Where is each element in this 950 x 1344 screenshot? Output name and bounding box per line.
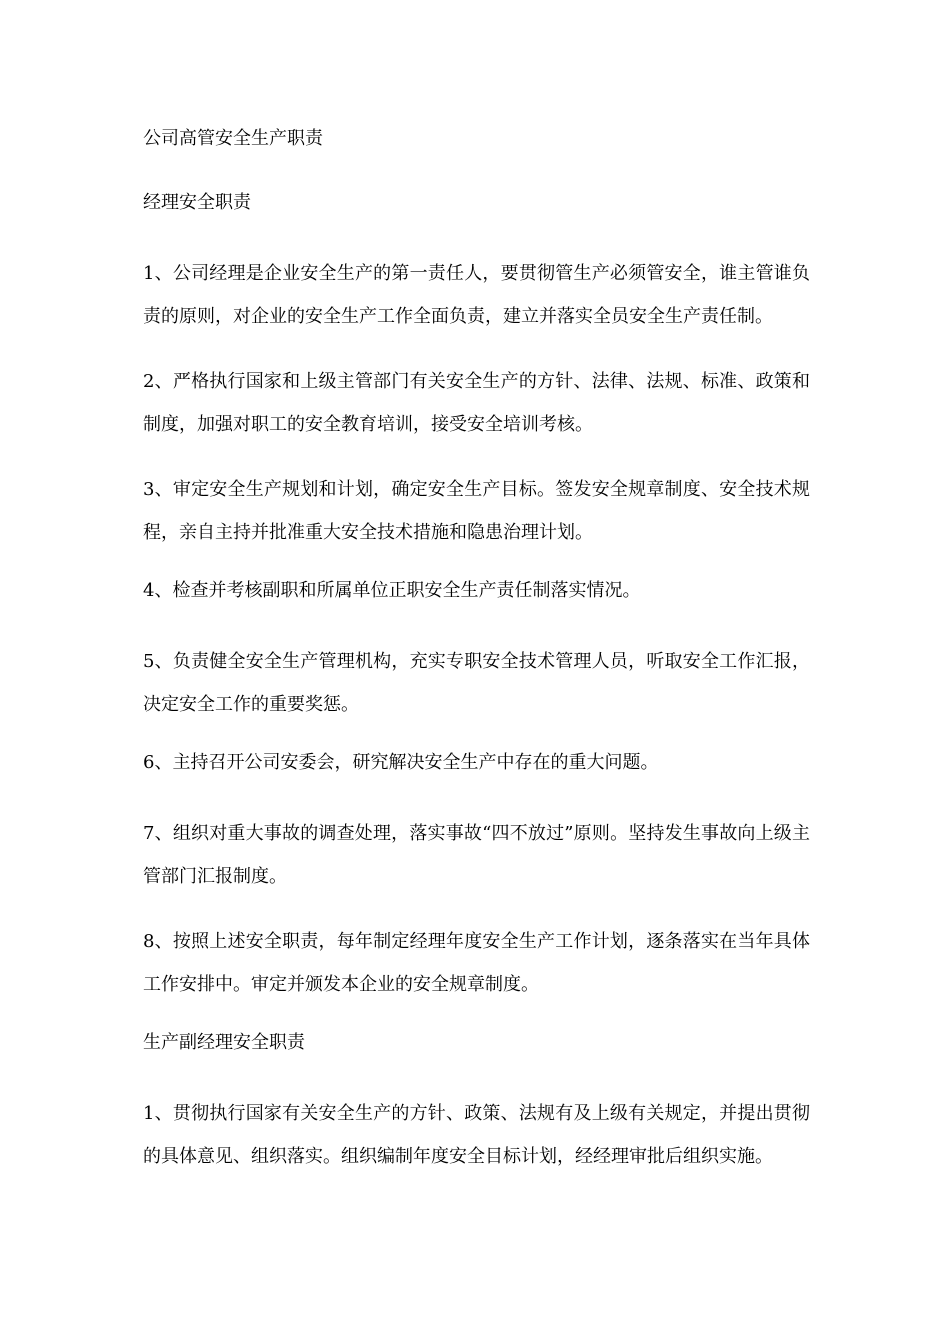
manager-duty-5: 5、负责健全安全生产管理机构，充实专职安全技术管理人员，听取安全工作汇报，决定安全工作的重要奖惩。 xyxy=(143,651,810,715)
manager-duty-1: 1、公司经理是企业安全生产的第一责任人，要贯彻管生产必须管安全，谁主管谁负责的原则，对企业的安全生产工作全面负责，建立并落实全员安全生产责任制。 xyxy=(143,263,810,327)
manager-duty-8: 8、按照上述安全职责，每年制定经理年度安全生产工作计划，逐条落实在当年具体工作安排中。审定并颁发本企业的安全规章制度。 xyxy=(143,931,810,995)
manager-duty-6: 6、主持召开公司安委会，研究解决安全生产中存在的重大问题。 xyxy=(143,752,659,773)
manager-duty-3: 3、审定安全生产规划和计划，确定安全生产目标。签发安全规章制度、安全技术规程，亲自主持并批准重大安全技术措施和隐患治理计划。 xyxy=(143,479,810,543)
document-title: 公司高管安全生产职责 xyxy=(143,128,323,149)
manager-duty-7: 7、组织对重大事故的调查处理，落实事故“四不放过”原则。坚持发生事故向上级主管部门汇报制度。 xyxy=(143,823,810,887)
manager-duty-4: 4、检查并考核副职和所属单位正职安全生产责任制落实情况。 xyxy=(143,580,641,601)
manager-duty-2: 2、严格执行国家和上级主管部门有关安全生产的方针、法律、法规、标准、政策和制度，加强对职工的安全教育培训，接受安全培训考核。 xyxy=(143,371,810,435)
deputy-duty-1: 1、贯彻执行国家有关安全生产的方针、政策、法规有及上级有关规定，并提出贯彻的具体意见、组织落实。组织编制年度安全目标计划，经经理审批后组织实施。 xyxy=(143,1103,810,1167)
section-heading-manager: 经理安全职责 xyxy=(143,192,251,213)
section-heading-production-deputy: 生产副经理安全职责 xyxy=(143,1032,305,1053)
